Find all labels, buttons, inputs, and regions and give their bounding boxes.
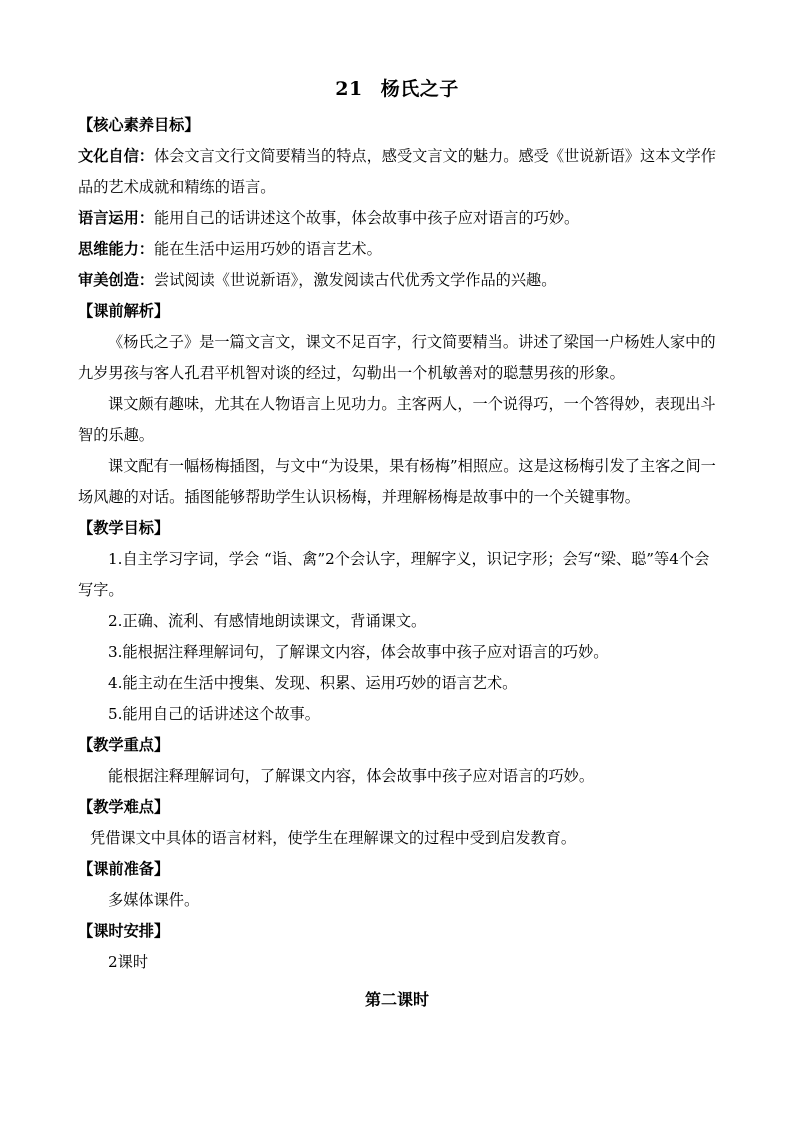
teaching-goal-item: 5.能用自己的话讲述这个故事。: [108, 705, 320, 723]
schedule-text: 2课时: [108, 953, 149, 971]
key-points-heading: 【教学重点】: [78, 736, 170, 754]
core-goal-thinking: [78, 234, 716, 265]
analysis-paragraph: 《杨氏之子》是一篇文言文，课文不足百字，行文简要精当。讲述了梁国一户杨姓人家中的九岁男孩与客人孔君平机智对谈的经过，勾勒出一个机敏善对的聪慧男孩的形象。: [78, 333, 716, 382]
core-goal-label: 审美创造：: [78, 271, 154, 289]
teaching-goal-item: 4.能主动在生活中搜集、发现、积累、运用巧妙的语言艺术。: [108, 674, 518, 692]
core-goal-text: 能在生活中运用巧妙的语言艺术。: [153, 240, 382, 258]
preparation-heading: 【课前准备】: [78, 860, 170, 878]
core-goal-culture: [78, 141, 716, 203]
teaching-goal-item: 2.正确、流利、有感情地朗读课文，背诵课文。: [108, 612, 427, 630]
core-goal-label: 语言运用：: [78, 209, 154, 227]
core-goal-text: 体会文言文行文简要精当的特点，感受文言文的魅力。感受《世说新语》这本文学作品的艺术成就和精练的语言。: [78, 147, 716, 196]
core-goal-text: 尝试阅读《世说新语》，激发阅读古代优秀文学作品的兴趣。: [153, 271, 557, 289]
core-goals-heading: 【核心素养目标】: [78, 116, 200, 134]
document-title: [78, 74, 716, 104]
core-goal-label: 思维能力：: [78, 240, 154, 258]
teaching-goal-item: 3.能根据注释理解词句，了解课文内容，体会故事中孩子应对语言的巧妙。: [108, 643, 609, 661]
teaching-goals-heading: 【教学目标】: [78, 519, 170, 537]
preparation-text: 多媒体课件。: [108, 891, 200, 909]
core-goal-aesthetic: [78, 265, 716, 296]
core-goal-text: 能用自己的话讲述这个故事，体会故事中孩子应对语言的巧妙。: [153, 209, 580, 227]
lesson-number: 21: [335, 78, 363, 100]
difficulties-heading: 【教学难点】: [78, 798, 170, 816]
core-goal-label: 文化自信：: [78, 147, 154, 165]
analysis-paragraph: 课文颇有趣味，尤其在人物语言上见功力。主客两人，一个说得巧，一个答得妙，表现出斗智的乐趣。: [78, 395, 716, 444]
key-points-text: 能根据注释理解词句，了解课文内容，体会故事中孩子应对语言的巧妙。: [108, 767, 594, 785]
section-title: 第二课时: [364, 990, 429, 1009]
analysis-paragraph: 课文配有一幅杨梅插图，与文中“为设果，果有杨梅”相照应。这是这杨梅引发了主客之间一场风趣的对话。插图能够帮助学生认识杨梅，并理解杨梅是故事中的一个关键事物。: [78, 457, 716, 506]
core-goal-language: [78, 203, 716, 234]
difficulties-text: 凭借课文中具体的语言材料，使学生在理解课文的过程中受到启发教育。: [90, 829, 576, 847]
schedule-heading: 【课时安排】: [78, 922, 170, 940]
lesson-title: 杨氏之子: [380, 78, 459, 100]
teaching-goal-item: 1.自主学习字词，学会 “诣、禽”2个会认字，理解字义，识记字形；会写“梁、聪”等4个会写字。: [78, 550, 710, 599]
analysis-heading: 【课前解析】: [78, 302, 170, 320]
